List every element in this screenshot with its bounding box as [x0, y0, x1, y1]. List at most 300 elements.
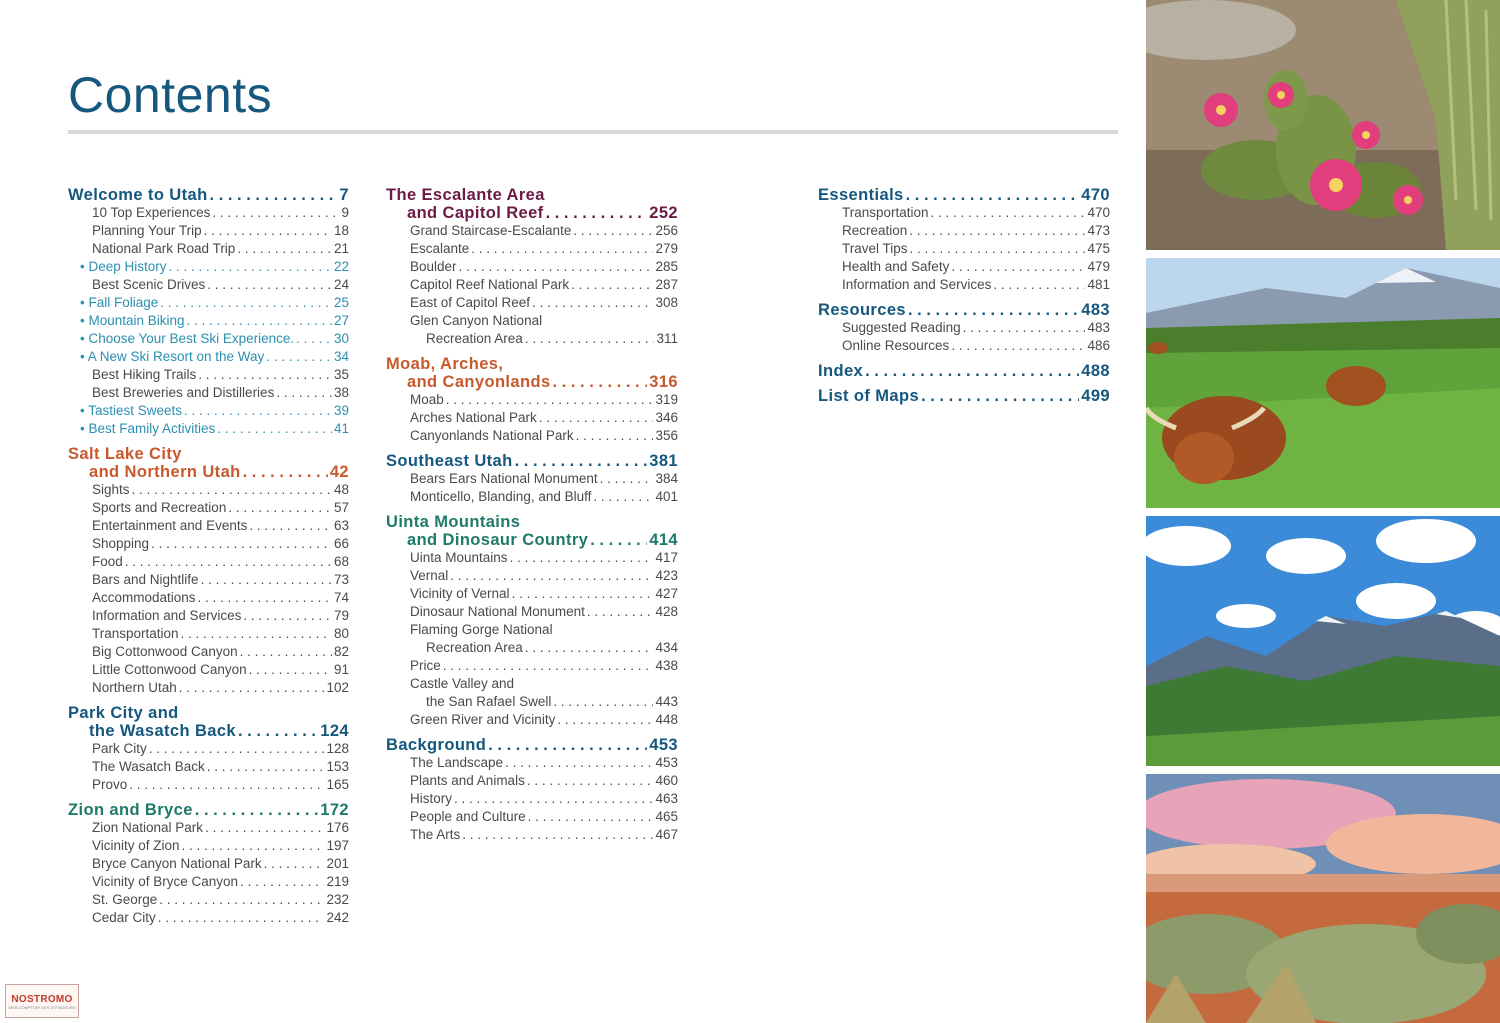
section-title: Southeast Utah: [386, 452, 513, 470]
leader-dots: [587, 603, 654, 621]
entry-title: Suggested Reading: [842, 320, 961, 335]
leader-dots: [471, 240, 653, 258]
entry-title: Information and Services: [842, 277, 992, 292]
section-heading[interactable]: [386, 452, 678, 470]
entry-title: History: [410, 791, 453, 806]
leader-dots: [207, 758, 325, 776]
entry-page-number: 232: [326, 892, 349, 907]
entry-page-number: 242: [326, 910, 349, 925]
section-heading[interactable]: [68, 722, 349, 740]
leader-dots: [159, 891, 324, 909]
section-gap: [818, 294, 1110, 301]
leader-dots: [910, 240, 1086, 258]
leader-dots: [908, 301, 1079, 319]
leader-dots: [184, 402, 332, 420]
subsection-list: [68, 204, 349, 438]
toc-entry[interactable]: [410, 409, 678, 427]
section-heading[interactable]: [386, 204, 678, 222]
entry-page-number: 467: [655, 827, 678, 842]
section-title: and Northern Utah: [89, 463, 241, 481]
leader-dots: [179, 679, 325, 697]
entry-page-number: 18: [333, 223, 349, 238]
section-heading[interactable]: [818, 186, 1110, 204]
section-title: List of Maps: [818, 387, 920, 405]
leader-dots: [951, 337, 1085, 355]
entry-title: Best Breweries and Distilleries: [92, 385, 275, 400]
toc-entry[interactable]: [410, 276, 678, 294]
leader-dots: [921, 387, 1079, 405]
toc-entry[interactable]: [410, 603, 678, 621]
toc-entry[interactable]: [410, 294, 678, 312]
leader-dots: [951, 258, 1085, 276]
leader-dots: [573, 222, 653, 240]
leader-dots: [505, 754, 653, 772]
toc-entry[interactable]: [92, 873, 349, 891]
leader-dots: [993, 276, 1085, 294]
toc-entry[interactable]: [842, 258, 1110, 276]
leader-dots: [151, 535, 332, 553]
entry-page-number: 384: [655, 471, 678, 486]
entry-page-number: 473: [1087, 223, 1110, 238]
entry-title: Cedar City: [92, 910, 156, 925]
entry-page-number: 165: [326, 777, 349, 792]
toc-entry[interactable]: [410, 240, 678, 258]
entry-title: • Fall Foliage: [92, 294, 158, 312]
section-page-number: 172: [320, 801, 349, 819]
toc-entry[interactable]: [92, 909, 349, 927]
entry-title: Vicinity of Zion: [92, 838, 180, 853]
toc-entry[interactable]: [92, 276, 349, 294]
section-gap: [818, 355, 1110, 362]
toc-entry[interactable]: [92, 625, 349, 643]
leader-dots: [459, 258, 654, 276]
leader-dots: [446, 391, 654, 409]
subsection-list: [386, 754, 678, 844]
leader-dots: [510, 549, 654, 567]
toc-entry[interactable]: [92, 643, 349, 661]
toc-entry[interactable]: [92, 679, 349, 697]
entry-page-number: 481: [1087, 277, 1110, 292]
entry-title: Online Resources: [842, 338, 950, 353]
nostromo-stamp: [5, 984, 79, 1018]
entry-title: Castle Valley and: [410, 676, 515, 691]
toc-entry[interactable]: [842, 319, 1110, 337]
entry-page-number: 308: [655, 295, 678, 310]
section-gap: [386, 348, 678, 355]
section-heading-line: [386, 355, 678, 373]
leader-dots: [198, 366, 332, 384]
entry-page-number: 486: [1087, 338, 1110, 353]
entry-page-number: 256: [655, 223, 678, 238]
subsection-list: [68, 819, 349, 927]
leader-dots: [865, 362, 1079, 380]
toc-entry[interactable]: [410, 772, 678, 790]
entry-title: Transportation: [92, 626, 179, 641]
entry-title: • Choose Your Best Ski Experience.: [92, 330, 294, 348]
toc-entry[interactable]: [92, 366, 349, 384]
entry-page-number: 25: [333, 295, 349, 310]
leader-dots: [963, 319, 1086, 337]
leader-dots: [243, 463, 328, 481]
toc-entry[interactable]: [92, 517, 349, 535]
entry-title: Arches National Park: [410, 410, 537, 425]
entry-title: Information and Services: [92, 608, 242, 623]
toc-section-resources: [818, 301, 1110, 355]
toc-section-essentials: [818, 186, 1110, 294]
toc-entry[interactable]: [92, 204, 349, 222]
entry-title: 10 Top Experiences: [92, 205, 211, 220]
toc-entry[interactable]: [410, 549, 678, 567]
toc-section-park_city: [68, 704, 349, 794]
section-page-number: 381: [649, 452, 678, 470]
toc-section-zion: [68, 801, 349, 927]
toc-entry[interactable]: [410, 639, 678, 657]
subsection-list: [818, 319, 1110, 355]
leader-dots: [593, 488, 653, 506]
entry-page-number: 285: [655, 259, 678, 274]
toc-entry[interactable]: [410, 258, 678, 276]
section-title: Resources: [818, 301, 906, 319]
section-title: Uinta Mountains: [386, 513, 521, 531]
leader-dots: [546, 204, 648, 222]
entry-title: Canyonlands National Park: [410, 428, 574, 443]
cactus-flowers-photo: [1146, 0, 1500, 250]
subsection-list: [386, 391, 678, 445]
leader-dots: [210, 186, 338, 204]
entry-page-number: 201: [326, 856, 349, 871]
toc-feature-entry[interactable]: [88, 402, 349, 420]
section-gap: [818, 380, 1110, 387]
entry-page-number: 219: [326, 874, 349, 889]
toc-entry[interactable]: [842, 337, 1110, 355]
leader-dots: [539, 409, 654, 427]
leader-dots: [600, 470, 654, 488]
entry-page-number: 479: [1087, 259, 1110, 274]
entry-page-number: 423: [655, 568, 678, 583]
entry-title: People and Culture: [410, 809, 526, 824]
entry-page-number: 460: [655, 773, 678, 788]
leader-dots: [207, 276, 332, 294]
toc-entry[interactable]: [410, 826, 678, 844]
section-heading-line: [68, 445, 349, 463]
entry-page-number: 287: [655, 277, 678, 292]
leader-dots: [237, 240, 332, 258]
entry-page-number: 417: [655, 550, 678, 565]
entry-page-number: 48: [333, 482, 349, 497]
toc-entry[interactable]: [92, 481, 349, 499]
toc-entry[interactable]: [92, 607, 349, 625]
section-page-number: 252: [649, 204, 678, 222]
leader-dots: [243, 607, 332, 625]
leader-dots: [553, 693, 653, 711]
entry-title: Vicinity of Vernal: [410, 586, 510, 601]
section-heading[interactable]: [818, 301, 1110, 319]
section-gap: [386, 729, 678, 736]
section-gap: [386, 445, 678, 452]
leader-dots: [532, 294, 653, 312]
leader-dots: [571, 276, 653, 294]
section-title: and Dinosaur Country: [407, 531, 589, 549]
leader-dots: [195, 801, 318, 819]
toc-entry[interactable]: [842, 204, 1110, 222]
leader-dots: [488, 736, 647, 754]
section-gap: [386, 506, 678, 513]
leader-dots: [557, 711, 653, 729]
entry-title: Grand Staircase-Escalante: [410, 223, 572, 238]
toc-column-1: [68, 186, 349, 927]
toc-entry[interactable]: [92, 571, 349, 589]
toc-section-background: [386, 736, 678, 844]
toc-entry[interactable]: [92, 553, 349, 571]
entry-title: The Landscape: [410, 755, 504, 770]
stamp-name: NOSTROMO: [11, 994, 73, 1005]
toc-entry[interactable]: [410, 711, 678, 729]
toc-entry[interactable]: [842, 276, 1110, 294]
leader-dots: [462, 826, 653, 844]
toc-entry-line: [410, 312, 678, 330]
toc-feature-entry[interactable]: [88, 420, 349, 438]
entry-title: Big Cottonwood Canyon: [92, 644, 238, 659]
section-heading[interactable]: [68, 463, 349, 481]
entry-title: Shopping: [92, 536, 150, 551]
entry-page-number: 153: [326, 759, 349, 774]
entry-page-number: 448: [655, 712, 678, 727]
leader-dots: [158, 909, 325, 927]
toc-entry[interactable]: [92, 891, 349, 909]
leader-dots: [931, 204, 1086, 222]
toc-entry[interactable]: [92, 819, 349, 837]
leader-dots: [515, 452, 648, 470]
section-title: and Canyonlands: [407, 373, 551, 391]
section-title: Index: [818, 362, 864, 380]
toc-feature-entry[interactable]: [87, 348, 349, 366]
subsection-list: [386, 549, 678, 729]
section-title: Background: [386, 736, 487, 754]
entry-title: Boulder: [410, 259, 457, 274]
section-heading[interactable]: [386, 531, 678, 549]
entry-title: Sports and Recreation: [92, 500, 227, 515]
entry-title: St. George: [92, 892, 158, 907]
toc-entry[interactable]: [92, 776, 349, 794]
section-heading[interactable]: [68, 801, 349, 819]
section-title: Salt Lake City: [68, 445, 182, 463]
entry-title: Capitol Reef National Park: [410, 277, 570, 292]
entry-page-number: 483: [1087, 320, 1110, 335]
toc-entry[interactable]: [410, 391, 678, 409]
entry-title: Provo: [92, 777, 128, 792]
entry-page-number: 401: [655, 489, 678, 504]
entry-title: Northern Utah: [92, 680, 177, 695]
entry-title: Bears Ears National Monument: [410, 471, 598, 486]
toc-entry[interactable]: [410, 790, 678, 808]
leader-dots: [187, 312, 332, 330]
toc-entry[interactable]: [410, 488, 678, 506]
toc-section-welcome: [68, 186, 349, 438]
toc-entry[interactable]: [410, 567, 678, 585]
entry-page-number: 74: [333, 590, 349, 605]
leader-dots: [149, 740, 325, 758]
subsection-list: [68, 740, 349, 794]
entry-title: Best Scenic Drives: [92, 277, 206, 292]
entry-page-number: 73: [333, 572, 349, 587]
leader-dots: [590, 531, 647, 549]
toc-entry[interactable]: [92, 837, 349, 855]
entry-title: Travel Tips: [842, 241, 908, 256]
toc-entry[interactable]: [410, 222, 678, 240]
toc-entry[interactable]: [410, 470, 678, 488]
entry-page-number: 428: [655, 604, 678, 619]
section-heading[interactable]: [818, 387, 1110, 405]
toc-entry[interactable]: [92, 661, 349, 679]
entry-page-number: 176: [326, 820, 349, 835]
toc-entry[interactable]: [92, 499, 349, 517]
entry-title: Accommodations: [92, 590, 196, 605]
toc-entry[interactable]: [92, 384, 349, 402]
toc-entry[interactable]: [410, 754, 678, 772]
toc-entry[interactable]: [410, 693, 678, 711]
section-title: Park City and: [68, 704, 179, 722]
entry-page-number: 102: [326, 680, 349, 695]
entry-title: Moab: [410, 392, 444, 407]
toc-entry-line: [410, 675, 678, 693]
section-page-number: 488: [1081, 362, 1110, 380]
section-heading[interactable]: [68, 186, 349, 204]
leader-dots: [528, 808, 654, 826]
toc-feature-entry[interactable]: [88, 294, 349, 312]
section-heading-line: [386, 186, 678, 204]
section-heading-line: [386, 513, 678, 531]
leader-dots: [205, 819, 324, 837]
leader-dots: [454, 790, 653, 808]
toc-feature-entry[interactable]: [88, 330, 349, 348]
toc-entry[interactable]: [410, 330, 678, 348]
section-heading[interactable]: [386, 373, 678, 391]
toc-feature-entry[interactable]: [88, 312, 349, 330]
toc-entry[interactable]: [410, 585, 678, 603]
section-heading-line: [68, 704, 349, 722]
toc-section-salt_lake: [68, 445, 349, 697]
toc-entry[interactable]: [92, 535, 349, 553]
entry-page-number: 57: [333, 500, 349, 515]
leader-dots: [132, 481, 332, 499]
leader-dots: [198, 589, 332, 607]
entry-page-number: 356: [655, 428, 678, 443]
entry-page-number: 128: [326, 741, 349, 756]
leader-dots: [527, 772, 654, 790]
leader-dots: [553, 373, 648, 391]
subsection-list: [386, 222, 678, 348]
entry-title: • Mountain Biking: [92, 312, 185, 330]
entry-page-number: 21: [333, 241, 349, 256]
toc-entry[interactable]: [410, 808, 678, 826]
entry-title-continued: the San Rafael Swell: [426, 694, 552, 709]
section-title: Moab, Arches,: [386, 355, 504, 373]
entry-page-number: 346: [655, 410, 678, 425]
section-page-number: 483: [1081, 301, 1110, 319]
leader-dots: [201, 571, 332, 589]
entry-title: Health and Safety: [842, 259, 950, 274]
title-rule: [68, 130, 1118, 134]
leader-dots: [249, 661, 332, 679]
toc-entry[interactable]: [92, 855, 349, 873]
toc-feature-entry[interactable]: [88, 258, 349, 276]
entry-page-number: 463: [655, 791, 678, 806]
entry-title: Transportation: [842, 205, 929, 220]
section-gap: [68, 794, 349, 801]
toc-entry[interactable]: [410, 427, 678, 445]
section-heading[interactable]: [818, 362, 1110, 380]
toc-entry[interactable]: [410, 657, 678, 675]
toc-entry[interactable]: [842, 222, 1110, 240]
entry-title: Vernal: [410, 568, 449, 583]
toc-entry[interactable]: [92, 222, 349, 240]
leader-dots: [276, 384, 332, 402]
subsection-list: [68, 481, 349, 697]
leader-dots: [264, 855, 325, 873]
leader-dots: [240, 643, 332, 661]
entry-title: Flaming Gorge National: [410, 622, 553, 637]
leader-dots: [909, 222, 1085, 240]
leader-dots: [129, 776, 324, 794]
toc-section-escalante: [386, 186, 678, 348]
toc-section-maps: [818, 387, 1110, 405]
section-page-number: 7: [339, 186, 349, 204]
leader-dots: [238, 722, 318, 740]
entry-page-number: 443: [655, 694, 678, 709]
page-title: Contents: [68, 67, 273, 123]
toc-entry[interactable]: [92, 240, 349, 258]
entry-title: Best Hiking Trails: [92, 367, 197, 382]
entry-page-number: 453: [655, 755, 678, 770]
entry-page-number: 38: [333, 385, 349, 400]
highland-cattle-photo: [1146, 258, 1500, 508]
section-title: Zion and Bryce: [68, 801, 193, 819]
entry-title: Zion National Park: [92, 820, 204, 835]
toc-entry[interactable]: [92, 758, 349, 776]
toc-section-moab: [386, 355, 678, 445]
entry-page-number: 63: [333, 518, 349, 533]
section-page-number: 470: [1081, 186, 1110, 204]
toc-entry[interactable]: [842, 240, 1110, 258]
section-page-number: 453: [649, 736, 678, 754]
entry-page-number: 91: [333, 662, 349, 677]
leader-dots: [443, 657, 654, 675]
entry-title: Little Cottonwood Canyon: [92, 662, 247, 677]
subsection-list: [818, 204, 1110, 294]
toc-entry[interactable]: [92, 740, 349, 758]
entry-title: Dinosaur National Monument: [410, 604, 585, 619]
section-page-number: 42: [329, 463, 349, 481]
entry-title: Green River and Vicinity: [410, 712, 556, 727]
section-heading[interactable]: [386, 736, 678, 754]
entry-title: Glen Canyon National: [410, 313, 543, 328]
section-page-number: 499: [1081, 387, 1110, 405]
section-page-number: 124: [320, 722, 349, 740]
toc-entry[interactable]: [92, 589, 349, 607]
entry-title: Escalante: [410, 241, 470, 256]
entry-page-number: 9: [341, 205, 349, 220]
entry-title: Price: [410, 658, 441, 673]
section-title: the Wasatch Back: [89, 722, 237, 740]
entry-page-number: 66: [333, 536, 349, 551]
entry-title: Sights: [92, 482, 130, 497]
entry-title: Monticello, Blanding, and Bluff: [410, 489, 592, 504]
leader-dots: [212, 204, 339, 222]
entry-page-number: 197: [326, 838, 349, 853]
entry-title: Bryce Canyon National Park: [92, 856, 262, 871]
leader-dots: [512, 585, 654, 603]
entry-title: Uinta Mountains: [410, 550, 508, 565]
